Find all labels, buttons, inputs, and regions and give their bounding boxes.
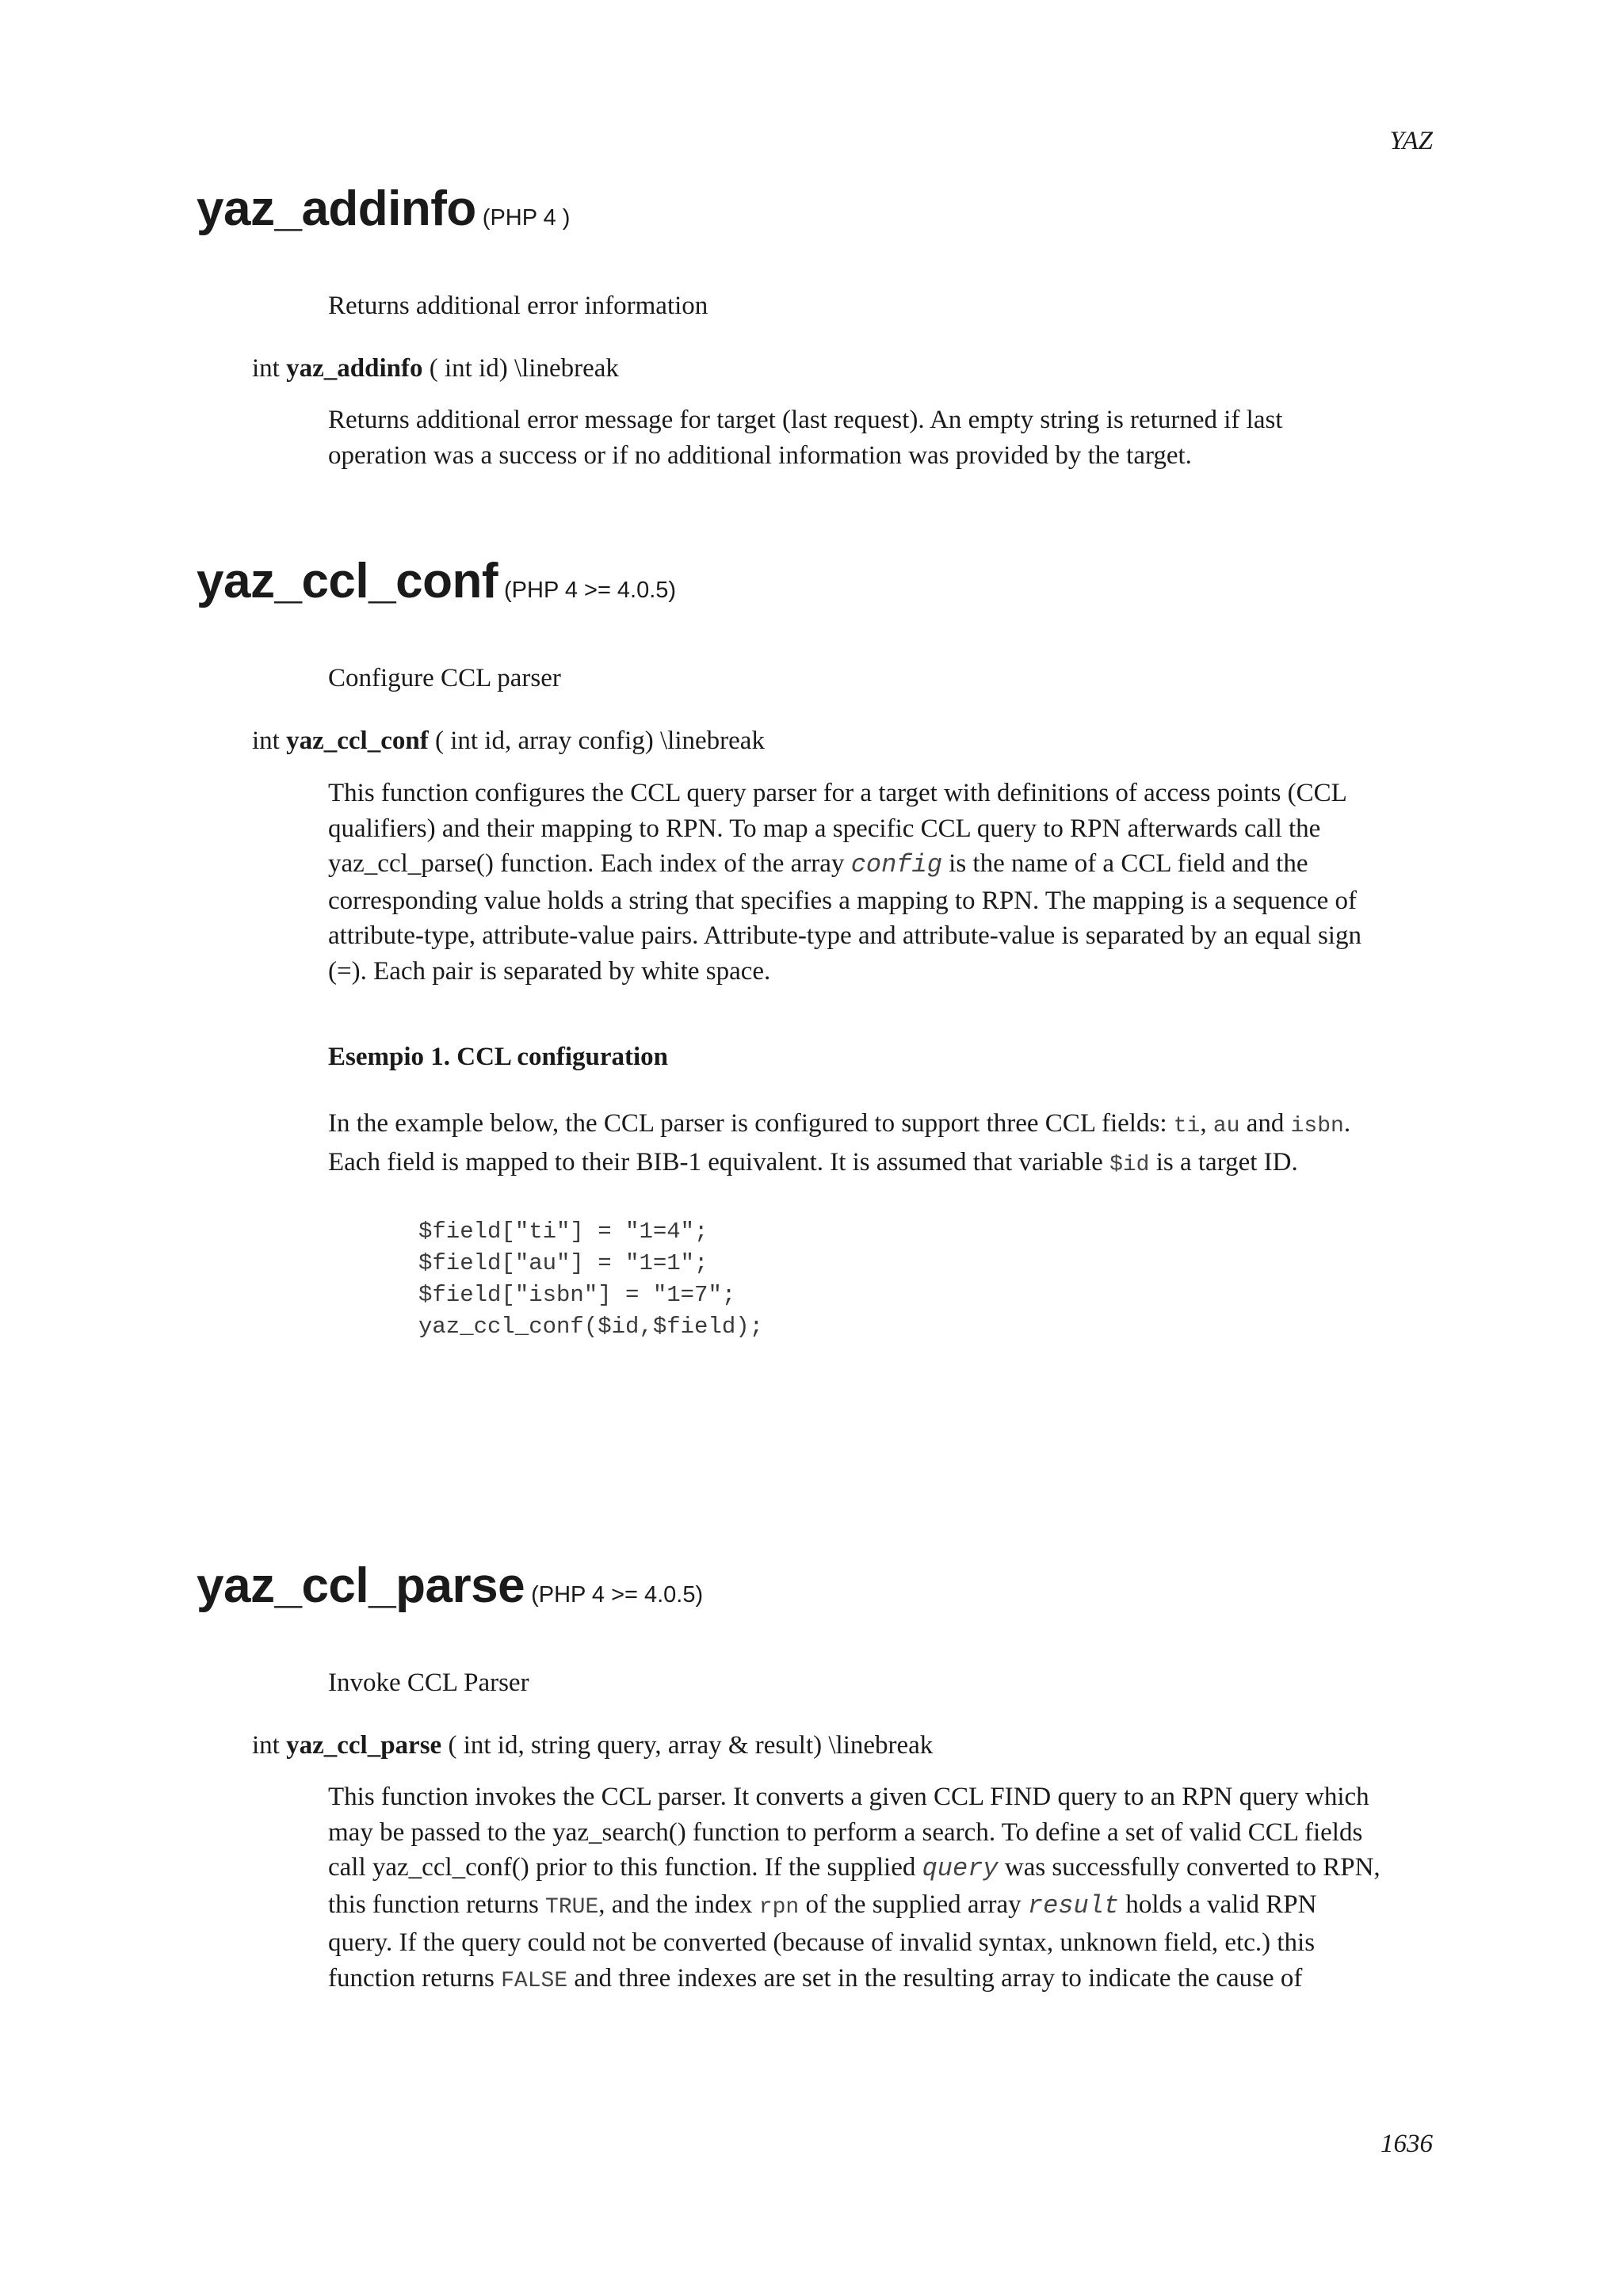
synopsis-function-name: yaz_addinfo [286, 354, 423, 383]
text-run: call yaz_ccl_conf() prior to this function. If the supplied [328, 1853, 922, 1882]
function-description [328, 402, 1438, 473]
parameter-name: result [1027, 1890, 1120, 1920]
synopsis-params: ( int id) \linebreak [429, 354, 619, 383]
text-run: holds a valid RPN [1119, 1890, 1317, 1919]
description-line: operation was a success or if no additional information was provided by the target. [328, 441, 1192, 470]
description-line: attribute-type, attribute-value pairs. Attribute-type and attribute-value is separated by an equal sign [328, 921, 1361, 951]
text-run: , and the index [598, 1890, 759, 1919]
description-line: This function configures the CCL query parser for a target with definitions of access points (CCL [328, 779, 1347, 807]
synopsis-params: ( int id, array config) \linebreak [434, 727, 765, 755]
field-name: ti [1173, 1114, 1201, 1138]
function-synopsis [252, 354, 619, 383]
text-run: In the example below, the CCL parser is configured to support three CCL fields: [328, 1109, 1174, 1138]
function-synopsis [252, 1731, 933, 1760]
variable-name: $id [1109, 1152, 1150, 1177]
code-line: yaz_ccl_conf($id,$field); [418, 1314, 764, 1340]
description-line: corresponding value holds a string that specifies a mapping to RPN. The mapping is a sequence of [328, 886, 1358, 915]
return-type: int [252, 354, 280, 383]
text-run: is a target ID. [1149, 1147, 1298, 1177]
code-example [418, 1216, 763, 1343]
function-purpose: Configure CCL parser [328, 664, 561, 692]
function-name: yaz_ccl_parse [197, 1558, 525, 1613]
function-purpose: Returns additional error information [328, 292, 708, 320]
array-key: rpn [758, 1894, 800, 1920]
description-line: This function invokes the CCL parser. It converts a given CCL FIND query to an RPN query which [328, 1783, 1369, 1811]
description-line [328, 1887, 1438, 1926]
text-run: this function returns [328, 1890, 546, 1919]
function-description [328, 776, 1438, 990]
synopsis-function-name: yaz_ccl_conf [286, 727, 429, 755]
description-line: query. If the query could not be converted (because of invalid syntax, unknown field, etc.) this [328, 1928, 1316, 1958]
description-line [328, 1106, 1438, 1145]
running-header: YAZ [1389, 127, 1433, 155]
function-description [328, 1779, 1438, 2000]
code-line: $field["isbn"] = "1=7"; [418, 1282, 736, 1308]
description-line: Returns additional error message for target (last request). An empty string is returned if last [328, 406, 1283, 434]
description-line [328, 1961, 1438, 2000]
description-line [328, 846, 1438, 883]
text-run: was successfully converted to RPN, [998, 1853, 1381, 1882]
php-version: (PHP 4 >= 4.0.5) [504, 578, 677, 603]
function-title-yaz-ccl-conf [197, 553, 676, 609]
text-run: function returns [328, 1963, 502, 1993]
text-run: of the supplied array [799, 1890, 1028, 1919]
code-line: $field["au"] = "1=1"; [418, 1250, 708, 1276]
text-run: is the name of a CCL field and the [941, 849, 1308, 879]
text-run: Each field is mapped to their BIB-1 equivalent. It is assumed that variable [328, 1147, 1110, 1177]
constant-name: FALSE [501, 1968, 568, 1993]
parameter-name: config [850, 850, 942, 880]
text-run: and [1239, 1109, 1291, 1138]
constant-name: TRUE [545, 1894, 599, 1920]
text-run: , [1200, 1109, 1213, 1138]
return-type: int [252, 727, 280, 755]
function-synopsis [252, 727, 765, 756]
php-version: (PHP 4 ) [482, 205, 571, 231]
synopsis-function-name: yaz_ccl_parse [286, 1731, 442, 1760]
example-title: Esempio 1. CCL configuration [328, 1043, 669, 1071]
function-title-yaz-addinfo [197, 181, 570, 237]
text-run: . [1343, 1109, 1351, 1138]
description-line: qualifiers) and their mapping to RPN. To map a specific CCL query to RPN afterwards call the [328, 814, 1321, 843]
text-run: and three indexes are set in the resulting array to indicate the cause of [567, 1963, 1303, 1993]
parameter-name: query [922, 1854, 999, 1884]
return-type: int [252, 1731, 280, 1760]
description-line [328, 1850, 1438, 1887]
description-line: (=). Each pair is separated by white space. [328, 956, 771, 986]
php-version: (PHP 4 >= 4.0.5) [531, 1582, 704, 1608]
function-name: yaz_ccl_conf [197, 554, 498, 608]
text-run: yaz_ccl_parse() function. Each index of the array [328, 849, 851, 879]
function-purpose: Invoke CCL Parser [328, 1669, 529, 1697]
description-line [328, 1145, 1438, 1184]
example-intro [328, 1106, 1438, 1183]
page-number: 1636 [1381, 2130, 1433, 2158]
field-name: au [1212, 1114, 1240, 1138]
code-line: $field["ti"] = "1=4"; [418, 1219, 708, 1245]
function-name: yaz_addinfo [197, 181, 476, 236]
field-name: isbn [1290, 1114, 1344, 1138]
function-title-yaz-ccl-parse [197, 1558, 703, 1614]
description-line: may be passed to the yaz_search() function to perform a search. To define a set of valid CCL fields [328, 1817, 1363, 1847]
synopsis-params: ( int id, string query, array & result) \linebreak [448, 1731, 934, 1760]
